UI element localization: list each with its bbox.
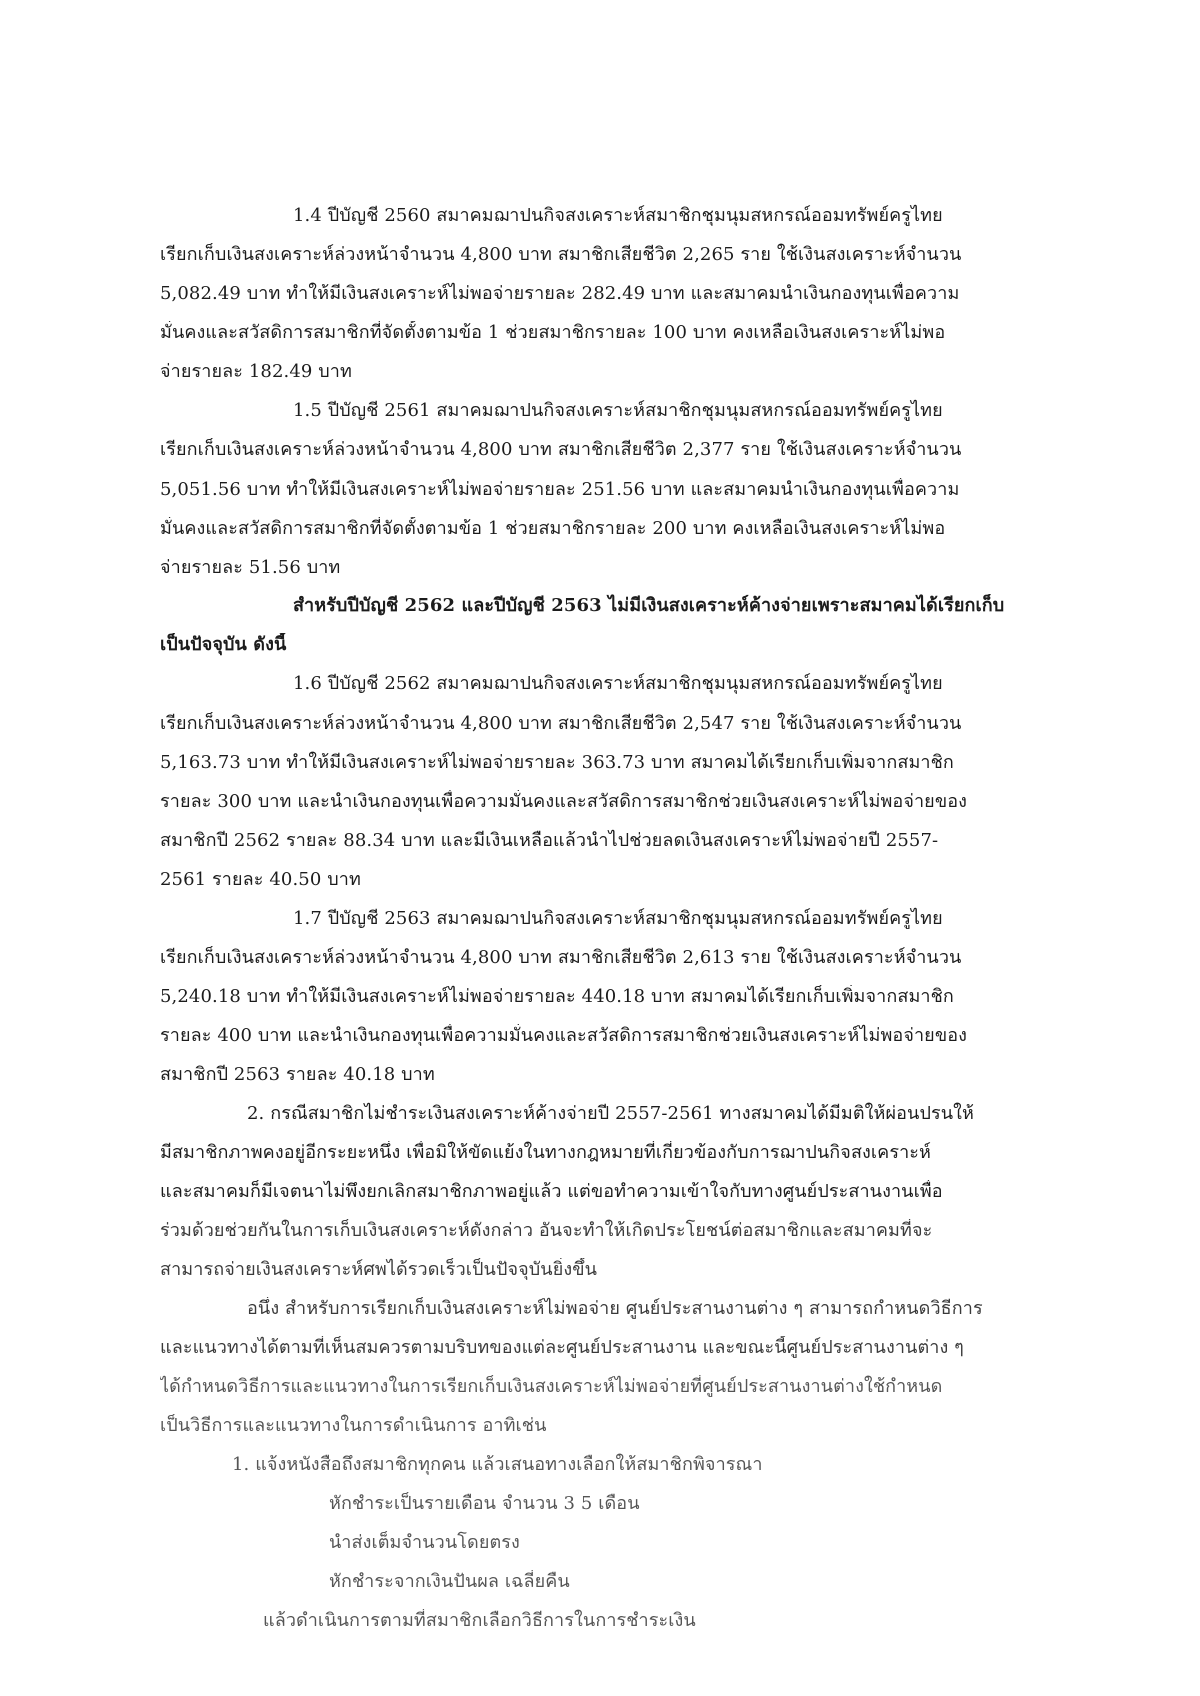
paragraph-1-7-line-2: เรียกเก็บเงินสงเคราะห์ล่วงหน้าจำนวน 4,800 บาท สมาชิกเสียชีวิต 2,613 ราย ใช้เงินสงเคราะห์จำนวน	[160, 947, 962, 968]
paragraph-1-6-line-5: สมาชิกปี 2562 รายละ 88.34 บาท และมีเงินเหลือแล้วนำไปช่วยลดเงินสงเคราะห์ไม่พอจ่ายปี 2557-	[160, 830, 939, 851]
paragraph-1-7-line-4: รายละ 400 บาท และนำเงินกองทุนเพื่อความมั่นคงและสวัสดิการสมาชิกช่วยเงินสงเคราะห์ไม่พอจ่ายของ	[160, 1025, 968, 1046]
paragraph-2-line-2: มีสมาชิกภาพคงอยู่อีกระยะหนึ่ง เพื่อมิให้ขัดแย้งในทางกฎหมายที่เกี่ยวข้องกับการฌาปนกิจสงเคราะห์	[160, 1142, 932, 1163]
paragraph-1-4-line-3: 5,082.49 บาท ทำให้มีเงินสงเคราะห์ไม่พอจ่ายรายละ 282.49 บาท และสมาคมนำเงินกองทุนเพื่อความ	[160, 283, 960, 304]
paragraph-1-5-line-3: 5,051.56 บาท ทำให้มีเงินสงเคราะห์ไม่พอจ่ายรายละ 251.56 บาท และสมาคมนำเงินกองทุนเพื่อความ	[160, 479, 960, 500]
paragraph-note-line-4: เป็นวิธีการและแนวทางในการดำเนินการ อาทิเช่น	[160, 1415, 547, 1436]
paragraph-note-line-3: ได้กำหนดวิธีการและแนวทางในการเรียกเก็บเงินสงเคราะห์ไม่พอจ่ายที่ศูนย์ประสานงานต่างใช้กำหนด	[160, 1376, 943, 1397]
paragraph-1-6-line-1: 1.6 ปีบัญชี 2562 สมาคมฌาปนกิจสงเคราะห์สมาชิกชุมนุมสหกรณ์ออมทรัพย์ครูไทย	[293, 673, 943, 694]
paragraph-note-line-1: อนึ่ง สำหรับการเรียกเก็บเงินสงเคราะห์ไม่พอจ่าย ศูนย์ประสานงานต่าง ๆ สามารถกำหนดวิธีการ	[247, 1298, 983, 1319]
closing-line: แล้วดำเนินการตามที่สมาชิกเลือกวิธีการในการชำระเงิน	[263, 1610, 696, 1631]
paragraph-2-line-3: และสมาคมก็มีเจตนาไม่พึงยกเลิกสมาชิกภาพอยู่แล้ว แต่ขอทำความเข้าใจกับทางศูนย์ประสานงานเพื่อ	[160, 1181, 943, 1202]
option-dividend-deduction: หักชำระจากเงินปันผล เฉลี่ยคืน	[329, 1571, 570, 1592]
paragraph-2-line-1: 2. กรณีสมาชิกไม่ชำระเงินสงเคราะห์ค้างจ่ายปี 2557-2561 ทางสมาคมได้มีมติให้ผ่อนปรนให้	[247, 1103, 975, 1124]
paragraph-1-5-line-1: 1.5 ปีบัญชี 2561 สมาคมฌาปนกิจสงเคราะห์สมาชิกชุมนุมสหกรณ์ออมทรัพย์ครูไทย	[293, 400, 943, 421]
paragraph-1-7-line-5: สมาชิกปี 2563 รายละ 40.18 บาท	[160, 1064, 435, 1085]
paragraph-1-6-line-4: รายละ 300 บาท และนำเงินกองทุนเพื่อความมั่นคงและสวัสดิการสมาชิกช่วยเงินสงเคราะห์ไม่พอจ่ายของ	[160, 791, 968, 812]
paragraph-1-7-line-3: 5,240.18 บาท ทำให้มีเงินสงเคราะห์ไม่พอจ่ายรายละ 440.18 บาท สมาคมได้เรียกเก็บเพิ่มจากสมาชิก	[160, 986, 954, 1007]
note-2562-2563-line-2: เป็นปัจจุบัน ดังนี้	[160, 634, 287, 655]
paragraph-2-line-4: ร่วมด้วยช่วยกันในการเก็บเงินสงเคราะห์ดังกล่าว อันจะทำให้เกิดประโยชน์ต่อสมาชิกและสมาคมที่จะ	[160, 1220, 933, 1241]
note-2562-2563-line-1: สำหรับปีบัญชี 2562 และปีบัญชี 2563 ไม่มีเงินสงเคราะห์ค้างจ่ายเพราะสมาคมได้เรียกเก็บ	[293, 595, 1005, 616]
option-monthly-deduction: หักชำระเป็นรายเดือน จำนวน 3 5 เดือน	[329, 1493, 640, 1514]
paragraph-note-line-2: และแนวทางได้ตามที่เห็นสมควรตามบริบทของแต่ละศูนย์ประสานงาน และขณะนี้ศูนย์ประสานงานต่าง ๆ	[160, 1337, 964, 1358]
paragraph-1-5-line-4: มั่นคงและสวัสดิการสมาชิกที่จัดตั้งตามข้อ 1 ช่วยสมาชิกรายละ 200 บาท คงเหลือเงินสงเคราะห์ไม่พอ	[160, 518, 946, 539]
paragraph-2-line-5: สามารถจ่ายเงินสงเคราะห์ศพได้รวดเร็วเป็นปัจจุบันยิ่งขึ้น	[160, 1259, 598, 1280]
paragraph-1-4-line-4: มั่นคงและสวัสดิการสมาชิกที่จัดตั้งตามข้อ 1 ช่วยสมาชิกรายละ 100 บาท คงเหลือเงินสงเคราะห์ไม่พอ	[160, 322, 946, 343]
paragraph-1-4-line-5: จ่ายรายละ 182.49 บาท	[160, 361, 352, 382]
paragraph-1-4-line-1: 1.4 ปีบัญชี 2560 สมาคมฌาปนกิจสงเคราะห์สมาชิกชุมนุมสหกรณ์ออมทรัพย์ครูไทย	[293, 205, 943, 226]
paragraph-1-6-line-6: 2561 รายละ 40.50 บาท	[160, 869, 361, 890]
list-item-1: 1. แจ้งหนังสือถึงสมาชิกทุกคน แล้วเสนอทางเลือกให้สมาชิกพิจารณา	[232, 1454, 763, 1475]
paragraph-1-6-line-3: 5,163.73 บาท ทำให้มีเงินสงเคราะห์ไม่พอจ่ายรายละ 363.73 บาท สมาคมได้เรียกเก็บเพิ่มจากสมาชิก	[160, 752, 954, 773]
paragraph-1-5-line-2: เรียกเก็บเงินสงเคราะห์ล่วงหน้าจำนวน 4,800 บาท สมาชิกเสียชีวิต 2,377 ราย ใช้เงินสงเคราะห์จำนวน	[160, 439, 962, 460]
paragraph-1-6-line-2: เรียกเก็บเงินสงเคราะห์ล่วงหน้าจำนวน 4,800 บาท สมาชิกเสียชีวิต 2,547 ราย ใช้เงินสงเคราะห์จำนวน	[160, 713, 962, 734]
paragraph-1-7-line-1: 1.7 ปีบัญชี 2563 สมาคมฌาปนกิจสงเคราะห์สมาชิกชุมนุมสหกรณ์ออมทรัพย์ครูไทย	[293, 908, 943, 929]
paragraph-1-4-line-2: เรียกเก็บเงินสงเคราะห์ล่วงหน้าจำนวน 4,800 บาท สมาชิกเสียชีวิต 2,265 ราย ใช้เงินสงเคราะห์จำนวน	[160, 244, 962, 265]
option-full-payment: นำส่งเต็มจำนวนโดยตรง	[329, 1532, 520, 1553]
paragraph-1-5-line-5: จ่ายรายละ 51.56 บาท	[160, 557, 341, 578]
